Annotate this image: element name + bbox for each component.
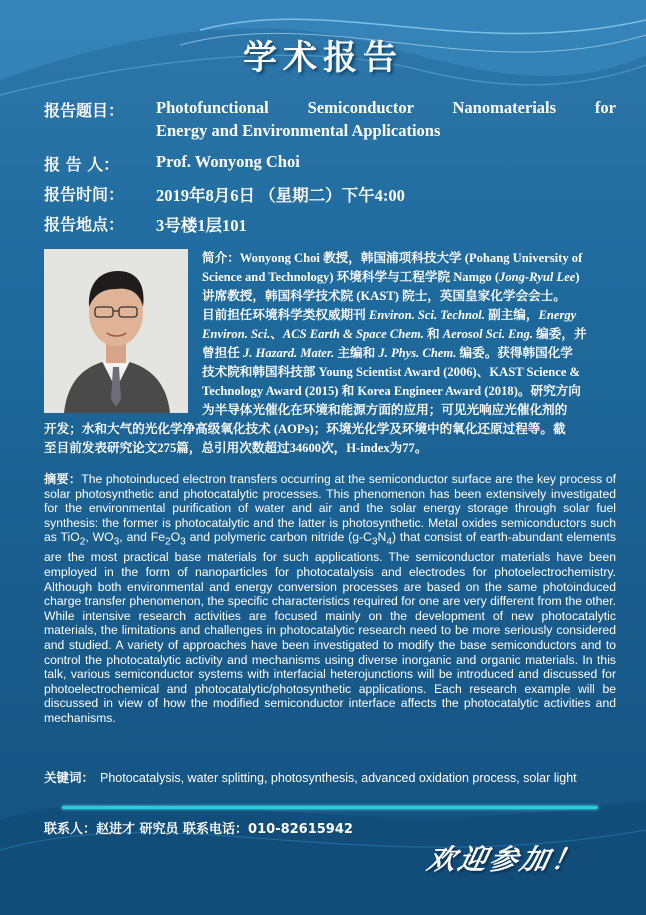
page-title: 学术报告 [243, 38, 403, 78]
time-label: 报告时间： [44, 185, 125, 204]
bio-line-1: 简介：Wonyong Choi 教授，韩国浦项科技大学 (Pohang University of [202, 251, 583, 265]
bio-line-11: 至目前发表研究论文275篇，总引用次数超过34600次，H-index为77。 [44, 441, 428, 455]
speaker-portrait-icon [44, 249, 188, 413]
abstract-paragraph: 摘要：The photoinduced electron transfers occurring at the semiconductor surface are the key process of solar photosynthetic and photocatalytic processes. This phenomenon has been extensively investigated for the environmental purification of water and air and the solar energy storage through solar fuel synthesis: the former is photocatalytic and the latter is photosynthetic. Metal oxides semiconductors such as TiO$_2$, $WO_3$, and $Fe_2O_3$ and polymeric carbon nitride $(g-C_3N_4)$ that consist of earth-abundant elements are the most practical base materials for such applications. The semiconductor materials have been employed in the form of nanoparticles for photocatalysis and electrodes for photoelectrochemistry. Although both environmental and energy conversion processes are based on the same photoinduced charge transfer phenomenon, the specific characteristics required for one are very different from the other. While intensive research activities are focused mainly on the development of new photocatalytic materials, the limitations and challenges in photocatalytic research need to be more seriously considered and studied. A variety of approaches have been investigated to modify the base semiconductors and to control the photocatalytic activity and mechanisms using diverse inorganic and organic materials. In this talk, various semiconductor systems with interfacial heterojunctions will be introduced and discussed for photoelectrochemical and photocatalytic/photosynthetic applications. Each research example will be discussed in view of how the modified semiconductor interface affects the photocatalytic activities and mechanisms. [44, 472, 617, 725]
contact-info: 联系人：赵进才 研究员 联系电话：010-82615942 [44, 822, 353, 837]
abstract-label: 摘要： [44, 472, 82, 486]
speaker-label: 报 告 人： [44, 155, 120, 174]
topic-line-2: Energy and Environmental Applications [156, 121, 441, 140]
bio-label: 简介： [202, 251, 240, 265]
welcome-text: 欢迎参加！ [424, 843, 587, 876]
topic-label: 报告题目： [44, 101, 125, 120]
bio-line-3: 讲席教授，韩国科学技术院 (KAST) 院士，英国皇家化学会会士。 [202, 289, 566, 303]
bio-line-2: Science and Technology) 环境科学与工程学院 Namgo (Jong-Ryul Lee) [202, 270, 580, 284]
bio-line-8: Technology Award (2015) 和 Korea Engineer Award (2018)。研究方向 [202, 384, 581, 398]
bio-line-4: 目前担任环境科学类权威期刊 Environ. Sci. Technol. 副主编，Energy [202, 308, 577, 322]
speaker-value: Prof. Wonyong Choi [156, 152, 300, 171]
bio-line-9: 为半导体光催化在环境和能源方面的应用；可见光响应光催化剂的 [202, 403, 568, 417]
topic-line-1: Photofunctional Semiconductor Nanomaterials for [156, 98, 616, 117]
time-value: 2019年8月6日 （星期二）下午4:00 [156, 186, 405, 205]
bio-line-5: Environ. Sci.、ACS Earth & Space Chem. 和 Aerosol Sci. Eng. 编委，并 [202, 327, 587, 341]
bio-line-10: 开发；水和大气的光化学净高级氧化技术 (AOPs)；环境光化学及环境中的氧化还原过程等。截 [44, 422, 566, 436]
keywords-label: 关键词： [44, 770, 95, 785]
speaker-photo [44, 249, 188, 413]
keywords-text: Photocatalysis, water splitting, photosynthesis, advanced oxidation process, solar light [100, 771, 577, 785]
divider-line [62, 806, 598, 809]
bio-line-7: 技术院和韩国科技部 Young Scientist Award (2006)、KAST Science & [202, 365, 581, 379]
location-label: 报告地点： [44, 215, 125, 234]
location-value: 3号楼1层101 [156, 216, 247, 235]
bio-line-6: 曾担任 J. Hazard. Mater. 主编和 J. Phys. Chem. 编委。获得韩国化学 [202, 346, 573, 360]
